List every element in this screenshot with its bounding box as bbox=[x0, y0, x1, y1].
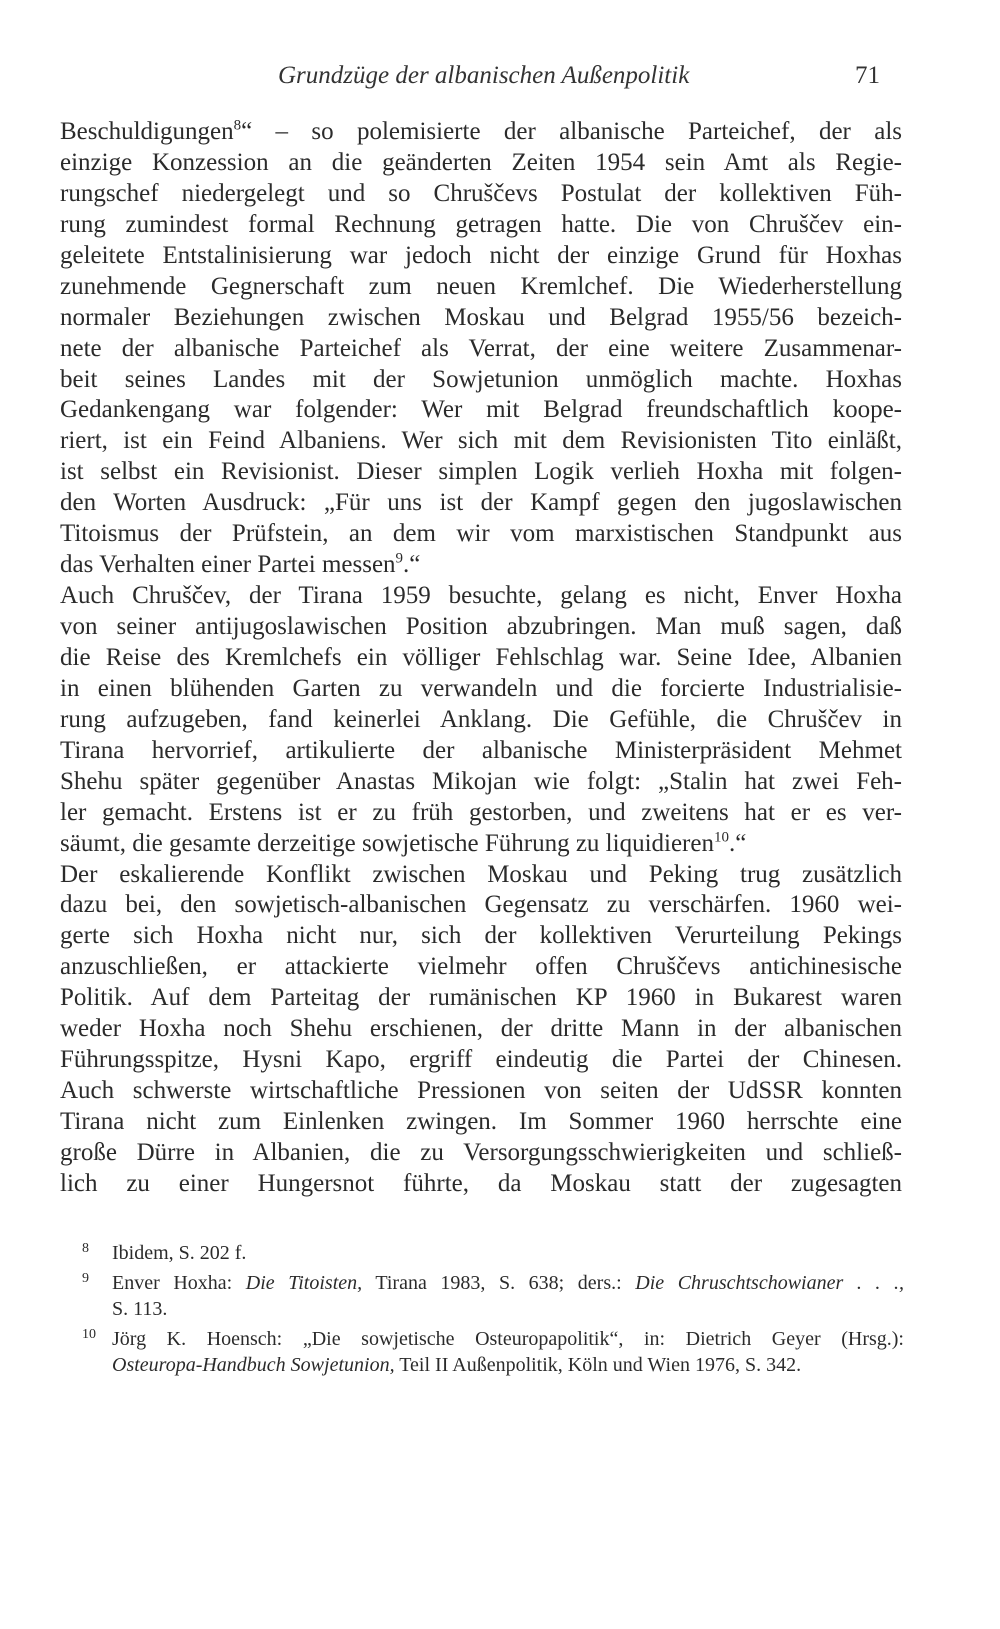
text-line: in einen blühenden Garten zu verwandeln und die forcierte Industrialisie- bbox=[60, 674, 902, 702]
footnote-text: Ibidem, S. 202 f. bbox=[112, 1242, 247, 1264]
text-line: beit seines Landes mit der Sowjetunion unmöglich machte. Hoxhas bbox=[60, 365, 902, 393]
text-line: Gedankengang war folgender: Wer mit Belgrad freundschaftlich koope- bbox=[60, 396, 902, 424]
text-line: säumt, die gesamte derzeitige sowjetische Führung zu liquidieren$^{10}$.“ bbox=[60, 829, 747, 857]
text-line: Der eskalierende Konflikt zwischen Moskau und Peking trug zusätzlich bbox=[60, 860, 902, 888]
text-line: ist selbst ein Revisionist. Dieser simplen Logik verlieh Hoxha mit folgen- bbox=[60, 458, 902, 486]
text-line: gerte sich Hoxha nicht nur, sich der kollektiven Verurteilung Pekings bbox=[60, 922, 902, 950]
body-text bbox=[60, 117, 902, 1200]
text-line: Tirana hervorrief, artikulierte der albanische Ministerpräsident Mehmet bbox=[60, 736, 902, 764]
text-line: riert, ist ein Feind Albaniens. Wer sich mit dem Revisionisten Tito einläßt, bbox=[60, 427, 902, 455]
footnote-10 bbox=[82, 1326, 904, 1378]
text-line: den Worten Ausdruck: „Für uns ist der Kampf gegen den jugoslawischen bbox=[60, 489, 902, 517]
text-line: normaler Beziehungen zwischen Moskau und Belgrad 1955/56 bezeich- bbox=[60, 303, 902, 331]
footnote-9 bbox=[82, 1270, 904, 1322]
footnote-text: Enver Hoxha: Die Titoisten, Tirana 1983, S. 638; ders.: Die Chruschtschowianer . . ., bbox=[112, 1272, 904, 1294]
running-head bbox=[0, 62, 1000, 102]
footnote-number: 10 bbox=[82, 1327, 96, 1342]
text-line: große Dürre in Albanien, die zu Versorgungsschwierigkeiten und schließ- bbox=[60, 1138, 902, 1166]
text-line: Titoismus der Prüfstein, an dem wir vom marxistischen Standpunkt aus bbox=[60, 520, 902, 548]
page-number: 71 bbox=[855, 62, 880, 89]
text-line: Führungsspitze, Hysni Kapo, ergriff eindeutig die Partei der Chinesen. bbox=[60, 1046, 902, 1074]
footnote-ref-8: 8 bbox=[233, 117, 242, 134]
text-line: rungschef niedergelegt und so Chruščevs Postulat der kollektiven Füh- bbox=[60, 179, 902, 207]
text-line: Auch schwerste wirtschaftliche Pressionen von seiten der UdSSR konnten bbox=[60, 1077, 902, 1105]
text-line: Tirana nicht zum Einlenken zwingen. Im Sommer 1960 herrschte eine bbox=[60, 1108, 902, 1135]
text-line: weder Hoxha noch Shehu erschienen, der dritte Mann in der albanischen bbox=[60, 1015, 902, 1043]
text-line: Beschuldigungen$^8$“ – so polemisierte der albanische Parteichef, der als bbox=[60, 117, 902, 145]
text-line: das Verhalten einer Partei messen$^9$.“ bbox=[60, 550, 421, 579]
text-line: Shehu später gegenüber Anastas Mikojan wie folgt: „Stalin hat zwei Feh- bbox=[60, 767, 902, 795]
footnote-text: S. 113. bbox=[112, 1298, 168, 1320]
text-line: die Reise des Kremlchefs ein völliger Fehlschlag war. Seine Idee, Albanien bbox=[60, 643, 902, 671]
footnote-number: 9 bbox=[82, 1271, 89, 1286]
footnote-text: Osteuropa-Handbuch Sowjetunion, Teil II Außenpolitik, Köln und Wien 1976, S. 342. bbox=[112, 1354, 802, 1376]
text-line: Politik. Auf dem Parteitag der rumänischen KP 1960 in Bukarest waren bbox=[60, 984, 902, 1012]
footnote-8 bbox=[82, 1240, 904, 1266]
text-line: zunehmende Gegnerschaft zum neuen Kremlchef. Die Wiederherstellung bbox=[60, 272, 902, 300]
running-head-title: Grundzüge der albanischen Außenpolitik bbox=[278, 62, 690, 89]
text-line: ler gemacht. Erstens ist er zu früh gestorben, und zweitens hat er es ver- bbox=[60, 798, 902, 826]
footnote-number: 8 bbox=[82, 1241, 89, 1256]
text-line: dazu bei, den sowjetisch-albanischen Gegensatz zu verschärfen. 1960 wei- bbox=[60, 891, 902, 919]
text-line: rung zumindest formal Rechnung getragen hatte. Die von Chruščev ein- bbox=[60, 210, 902, 238]
text-line: Auch Chruščev, der Tirana 1959 besuchte, gelang es nicht, Enver Hoxha bbox=[60, 582, 902, 610]
text-line: einzige Konzession an die geänderten Zeiten 1954 sein Amt als Regie- bbox=[60, 148, 902, 176]
footnote-ref-10: 10 bbox=[713, 829, 729, 846]
text-line: rung aufzugeben, fand keinerlei Anklang. Die Gefühle, die Chruščev in bbox=[60, 705, 902, 733]
footnote-ref-9: 9 bbox=[395, 550, 404, 567]
text-line: geleitete Entstalinisierung war jedoch nicht der einzige Grund für Hoxhas bbox=[60, 241, 902, 269]
footnotes bbox=[82, 1240, 904, 1378]
text-line: anzuschließen, er attackierte vielmehr offen Chruščevs antichinesische bbox=[60, 953, 902, 981]
text-line: lich zu einer Hungersnot führte, da Moskau statt der zugesagten bbox=[60, 1169, 902, 1197]
footnote-text: Jörg K. Hoensch: „Die sowjetische Osteuropapolitik“, in: Dietrich Geyer (Hrsg.): bbox=[112, 1328, 904, 1350]
text-line: nete der albanische Parteichef als Verrat, der eine weitere Zusammenar- bbox=[60, 334, 902, 362]
text-line: von seiner antijugoslawischen Position abzubringen. Man muß sagen, daß bbox=[60, 613, 902, 640]
